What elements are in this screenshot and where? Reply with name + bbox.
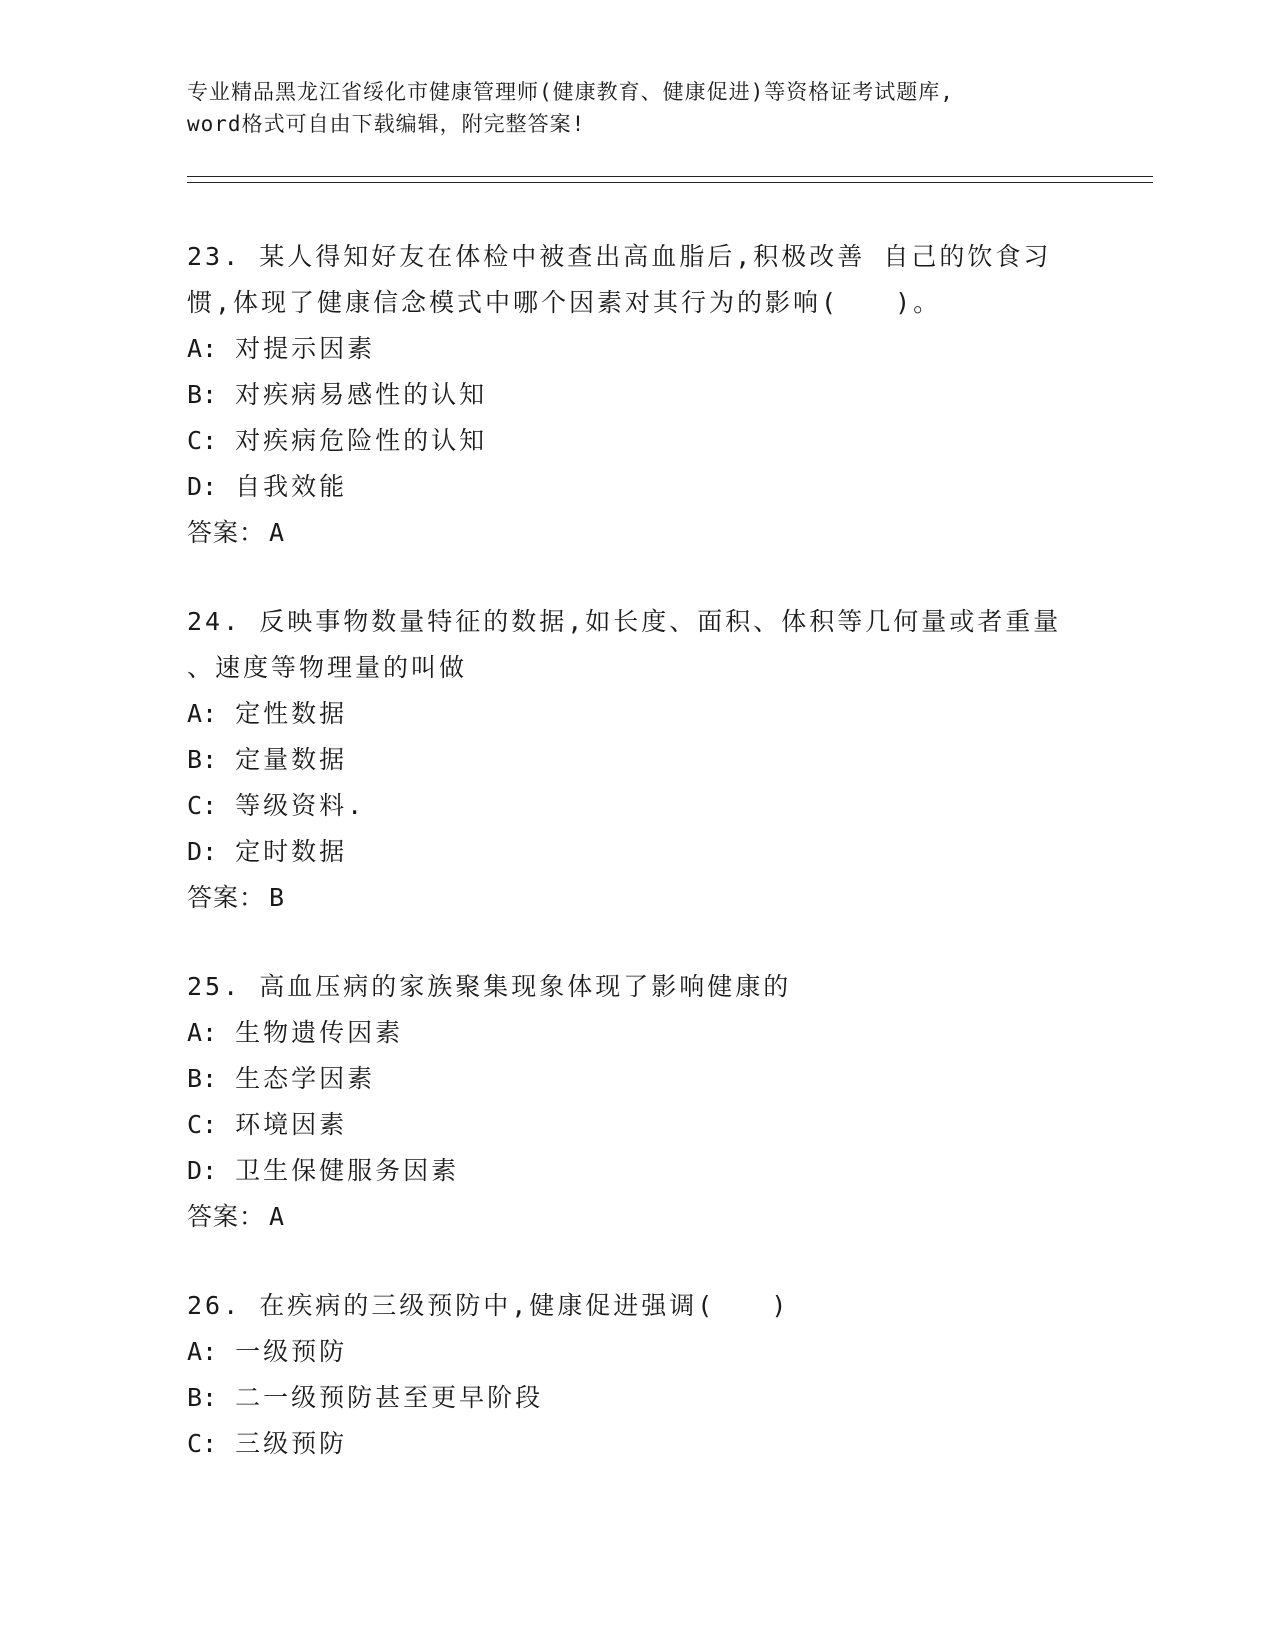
option-letter: D: [187, 1156, 218, 1185]
option-b [187, 737, 1087, 783]
option-text: 对疾病易感性的认知 [235, 380, 488, 409]
option-text: 对提示因素 [235, 334, 376, 363]
option-a [187, 1329, 1087, 1375]
option-letter: C: [187, 791, 218, 820]
question-stem-line-1: 在疾病的三级预防中,健康促进强调( ) [259, 1291, 790, 1320]
option-b [187, 1375, 1087, 1421]
option-letter: C: [187, 1110, 218, 1139]
option-letter: B: [187, 745, 218, 774]
answer-line [187, 510, 1087, 556]
option-b [187, 372, 1087, 418]
option-a [187, 1010, 1087, 1056]
option-letter: A: [187, 334, 218, 363]
question-stem [187, 964, 1087, 1010]
option-text: 三级预防 [235, 1429, 348, 1458]
option-letter: D: [187, 472, 218, 501]
option-text: 环境因素 [235, 1110, 348, 1139]
header-divider-bottom [187, 182, 1153, 183]
option-text: 对疾病危险性的认知 [235, 426, 488, 455]
header-divider-top [187, 176, 1153, 177]
option-text: 二一级预防甚至更早阶段 [235, 1383, 544, 1412]
document-header [187, 76, 1147, 140]
answer-value: B [269, 883, 286, 912]
question-stem-line-1: 反映事物数量特征的数据,如长度、面积、体积等几何量或者重量 [259, 607, 1062, 636]
question-stem [187, 599, 1087, 645]
answer-label: 答案： [187, 518, 266, 547]
answer-label: 答案： [187, 1202, 266, 1231]
question-stem-line-1: 某人得知好友在体检中被查出高血脂后,积极改善 自己的饮食习 [259, 242, 1052, 271]
option-d [187, 1148, 1087, 1194]
question-24 [187, 599, 1087, 921]
question-number: 23. [187, 242, 242, 271]
option-letter: B: [187, 1064, 218, 1093]
question-stem [187, 234, 1087, 280]
option-letter: C: [187, 1429, 218, 1458]
option-letter: A: [187, 1337, 218, 1366]
option-a [187, 326, 1087, 372]
option-letter: A: [187, 1018, 218, 1047]
option-text: 自我效能 [235, 472, 348, 501]
answer-label: 答案： [187, 883, 266, 912]
question-number: 25. [187, 972, 242, 1001]
option-text: 定性数据 [235, 699, 348, 728]
question-26 [187, 1283, 1087, 1467]
option-text: 定时数据 [235, 837, 348, 866]
option-c [187, 783, 1087, 829]
option-text: 定量数据 [235, 745, 348, 774]
option-text: 一级预防 [235, 1337, 348, 1366]
option-c [187, 1421, 1087, 1467]
question-number: 26. [187, 1291, 242, 1320]
option-text: 等级资料. [235, 791, 366, 820]
question-stem [187, 1283, 1087, 1329]
option-letter: B: [187, 380, 218, 409]
option-c [187, 418, 1087, 464]
option-text: 生物遗传因素 [235, 1018, 404, 1047]
option-letter: C: [187, 426, 218, 455]
answer-line [187, 875, 1087, 921]
answer-value: A [269, 1202, 286, 1231]
option-d [187, 829, 1087, 875]
option-letter: A: [187, 699, 218, 728]
option-c [187, 1102, 1087, 1148]
option-letter: B: [187, 1383, 218, 1412]
question-number: 24. [187, 607, 242, 636]
option-a [187, 691, 1087, 737]
option-text: 生态学因素 [235, 1064, 376, 1093]
header-line-2: word格式可自由下载编辑，附完整答案! [187, 112, 586, 136]
question-stem-line-2: 惯,体现了健康信念模式中哪个因素对其行为的影响( )。 [187, 288, 942, 317]
question-stem-line-1: 高血压病的家族聚集现象体现了影响健康的 [259, 972, 792, 1001]
option-letter: D: [187, 837, 218, 866]
question-25 [187, 964, 1087, 1240]
option-b [187, 1056, 1087, 1102]
option-text: 卫生保健服务因素 [235, 1156, 460, 1185]
header-line-1: 专业精品黑龙江省绥化市健康管理师(健康教育、健康促进)等资格证考试题库, [187, 80, 954, 104]
answer-line [187, 1194, 1087, 1240]
answer-value: A [269, 518, 286, 547]
option-d [187, 464, 1087, 510]
question-23 [187, 234, 1087, 556]
question-stem-line-2: 、速度等物理量的叫做 [187, 653, 468, 682]
